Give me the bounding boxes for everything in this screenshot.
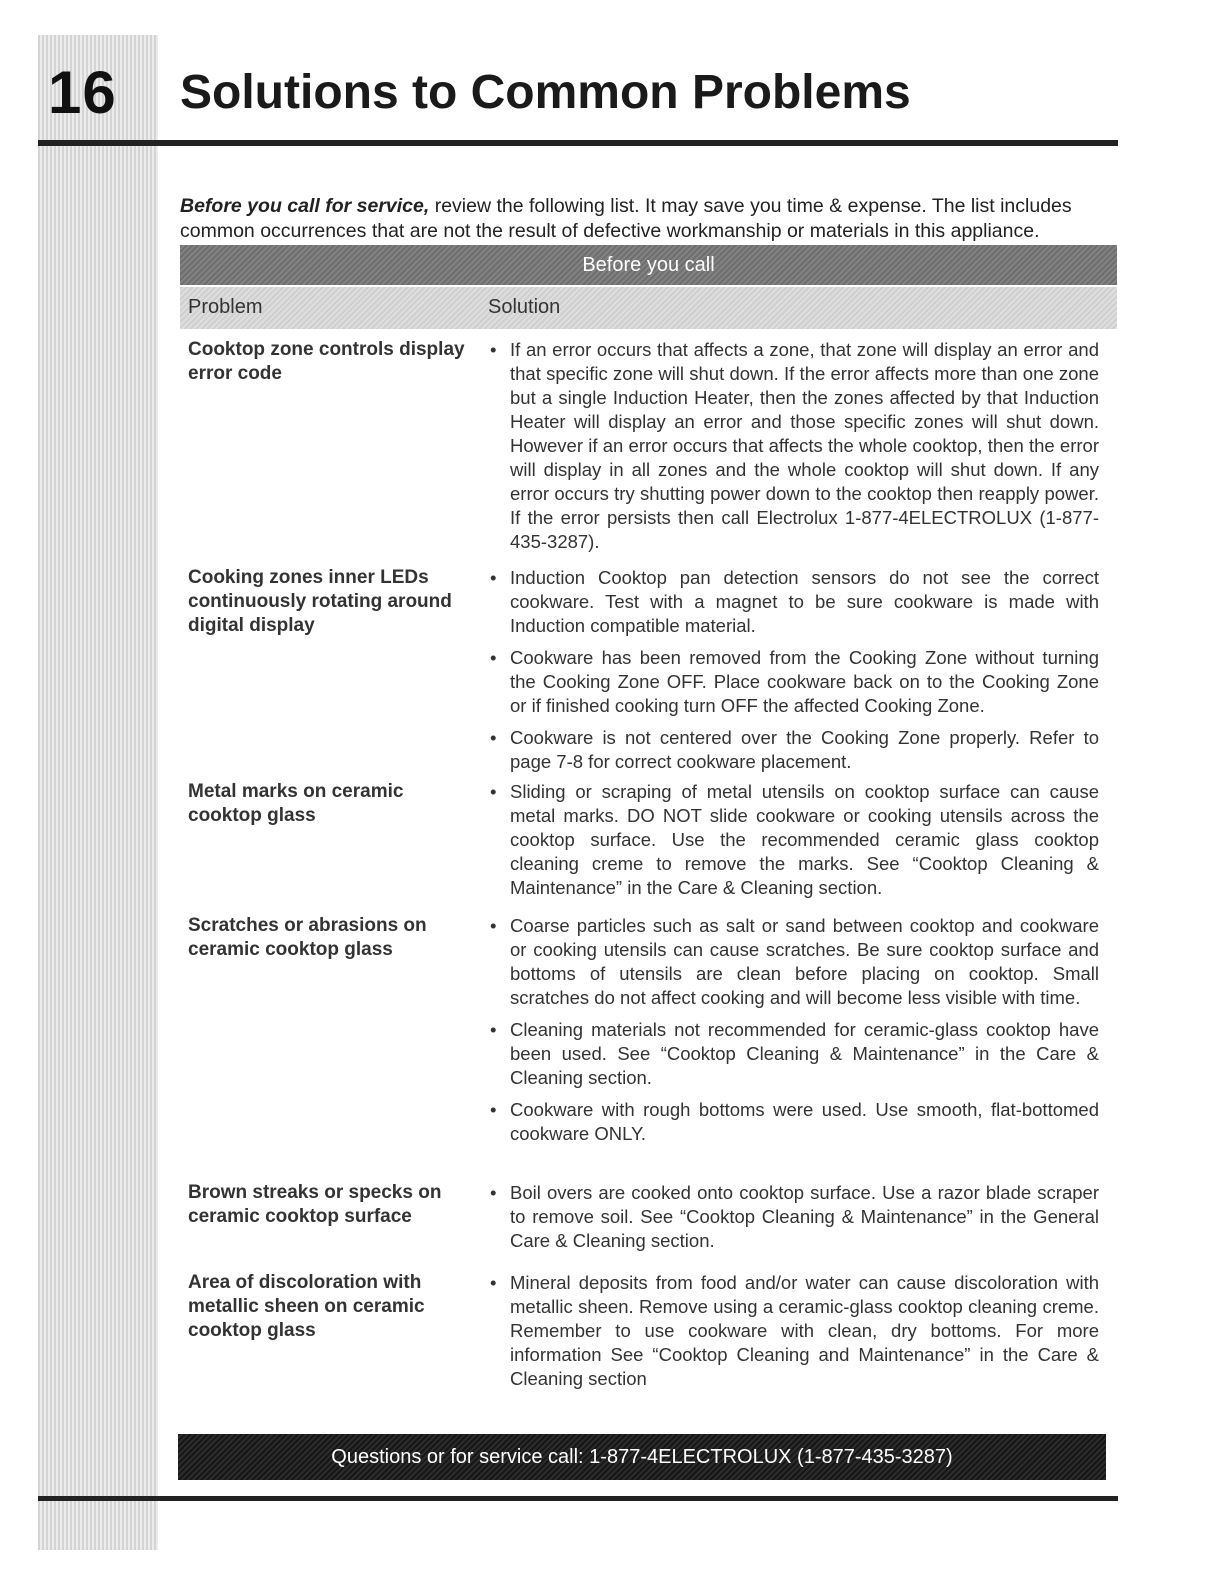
solution-bullet: • Cookware with rough bottoms were used. Use smooth, flat-bottomed cookware ONLY. — [480, 1098, 1099, 1146]
column-header-row — [180, 287, 1117, 329]
solution-bullet: • Cleaning materials not recommended for ceramic-glass cooktop have been used. See “Cooktop Cleaning & Maintenance” in the Care & Cleaning section. — [480, 1018, 1099, 1090]
intro-paragraph — [180, 194, 1115, 244]
solution-cell — [480, 1181, 1117, 1271]
solution-cell — [480, 914, 1117, 1181]
solution-cell — [480, 566, 1117, 780]
problem-cell: Cooking zones inner LEDs continuously rotating around digital display — [188, 567, 452, 636]
title-rule — [38, 140, 1118, 146]
problem-cell: Brown streaks or specks on ceramic cooktop surface — [188, 1182, 442, 1227]
problem-table-body — [180, 338, 1117, 1401]
solution-bullet: • Mineral deposits from food and/or water can cause discoloration with metallic sheen. Remove using a ceramic-glass cooktop cleaning creme. Remember to use cookware with clean, dry bottoms. For more information See “Cooktop Cleaning and Maintenance” in the Care & Cleaning section — [480, 1271, 1099, 1391]
solution-cell — [480, 1271, 1117, 1401]
column-header-problem: Problem — [188, 296, 263, 318]
table-row — [180, 1181, 1117, 1271]
solution-cell — [480, 338, 1117, 566]
problem-cell: Area of discoloration with metallic sheen on ceramic cooktop glass — [188, 1272, 425, 1341]
page-number: 16 — [48, 59, 117, 126]
table-header-title: Before you call — [582, 253, 715, 276]
table-row — [180, 338, 1117, 566]
solution-bullet: • If an error occurs that affects a zone, that zone will display an error and that specific zone will shut down. If the error affects more than one zone but a single Induction Heater, then the zones affected by that Induction Heater will display an error and those specific zones will shut down. However if an error occurs that affects the whole cooktop, then the error will display in all zones and the whole cooktop will shut down. If any error occurs try shutting power down to the cooktop then reapply power. If the error persists then call Electrolux 1-877-4ELECTROLUX (1-877-435-3287). — [480, 338, 1099, 554]
table-row — [180, 1271, 1117, 1401]
bottom-rule — [38, 1496, 1118, 1501]
solution-bullet: • Coarse particles such as salt or sand between cooktop and cookware or cooking utensils can cause scratches. Be sure cooktop surface and bottoms of utensils are clean before placing on cooktop. Small scratches do not affect cooking and will become less visible with time. — [480, 914, 1099, 1010]
table-header-bar — [180, 245, 1117, 285]
solution-bullet: • Cookware is not centered over the Cooking Zone properly. Refer to page 7-8 for correct cookware placement. — [480, 726, 1099, 774]
table-row — [180, 780, 1117, 914]
solution-bullet: • Boil overs are cooked onto cooktop surface. Use a razor blade scraper to remove soil. See “Cooktop Cleaning & Maintenance” in the General Care & Cleaning section. — [480, 1181, 1099, 1253]
problem-cell: Cooktop zone controls display error code — [188, 339, 465, 384]
problem-cell: Scratches or abrasions on ceramic cooktop glass — [188, 915, 427, 960]
table-row — [180, 566, 1117, 780]
page-title: Solutions to Common Problems — [180, 66, 911, 119]
side-stripe — [38, 35, 158, 1550]
solution-bullet: • Cookware has been removed from the Cooking Zone without turning the Cooking Zone OFF. Place cookware back on to the Cooking Zone or if finished cooking turn OFF the affected Cooking Zone. — [480, 646, 1099, 718]
solution-bullet: • Sliding or scraping of metal utensils on cooktop surface can cause metal marks. DO NOT slide cookware or cooking utensils across the cooktop surface. Use the recommended ceramic glass cooktop cleaning creme to remove the marks. See “Cooktop Cleaning & Maintenance” in the Care & Cleaning section. — [480, 780, 1099, 900]
solution-bullet: • Induction Cooktop pan detection sensors do not see the correct cookware. Test with a magnet to be sure cookware is made with Induction compatible material. — [480, 566, 1099, 638]
service-footer-text: Questions or for service call: 1-877-4ELECTROLUX (1-877-435-3287) — [331, 1445, 953, 1468]
column-header-solution: Solution — [488, 296, 561, 318]
intro-lead: Before you call for service, — [180, 195, 430, 217]
service-footer-bar — [178, 1434, 1106, 1480]
intro-text: review the following list. It may save you time & expense. The list includes common occurrences that are not the result of defective workmanship or materials in this appliance. — [180, 195, 1072, 242]
problem-cell: Metal marks on ceramic cooktop glass — [188, 781, 404, 826]
table-row — [180, 914, 1117, 1181]
solution-cell — [480, 780, 1117, 914]
